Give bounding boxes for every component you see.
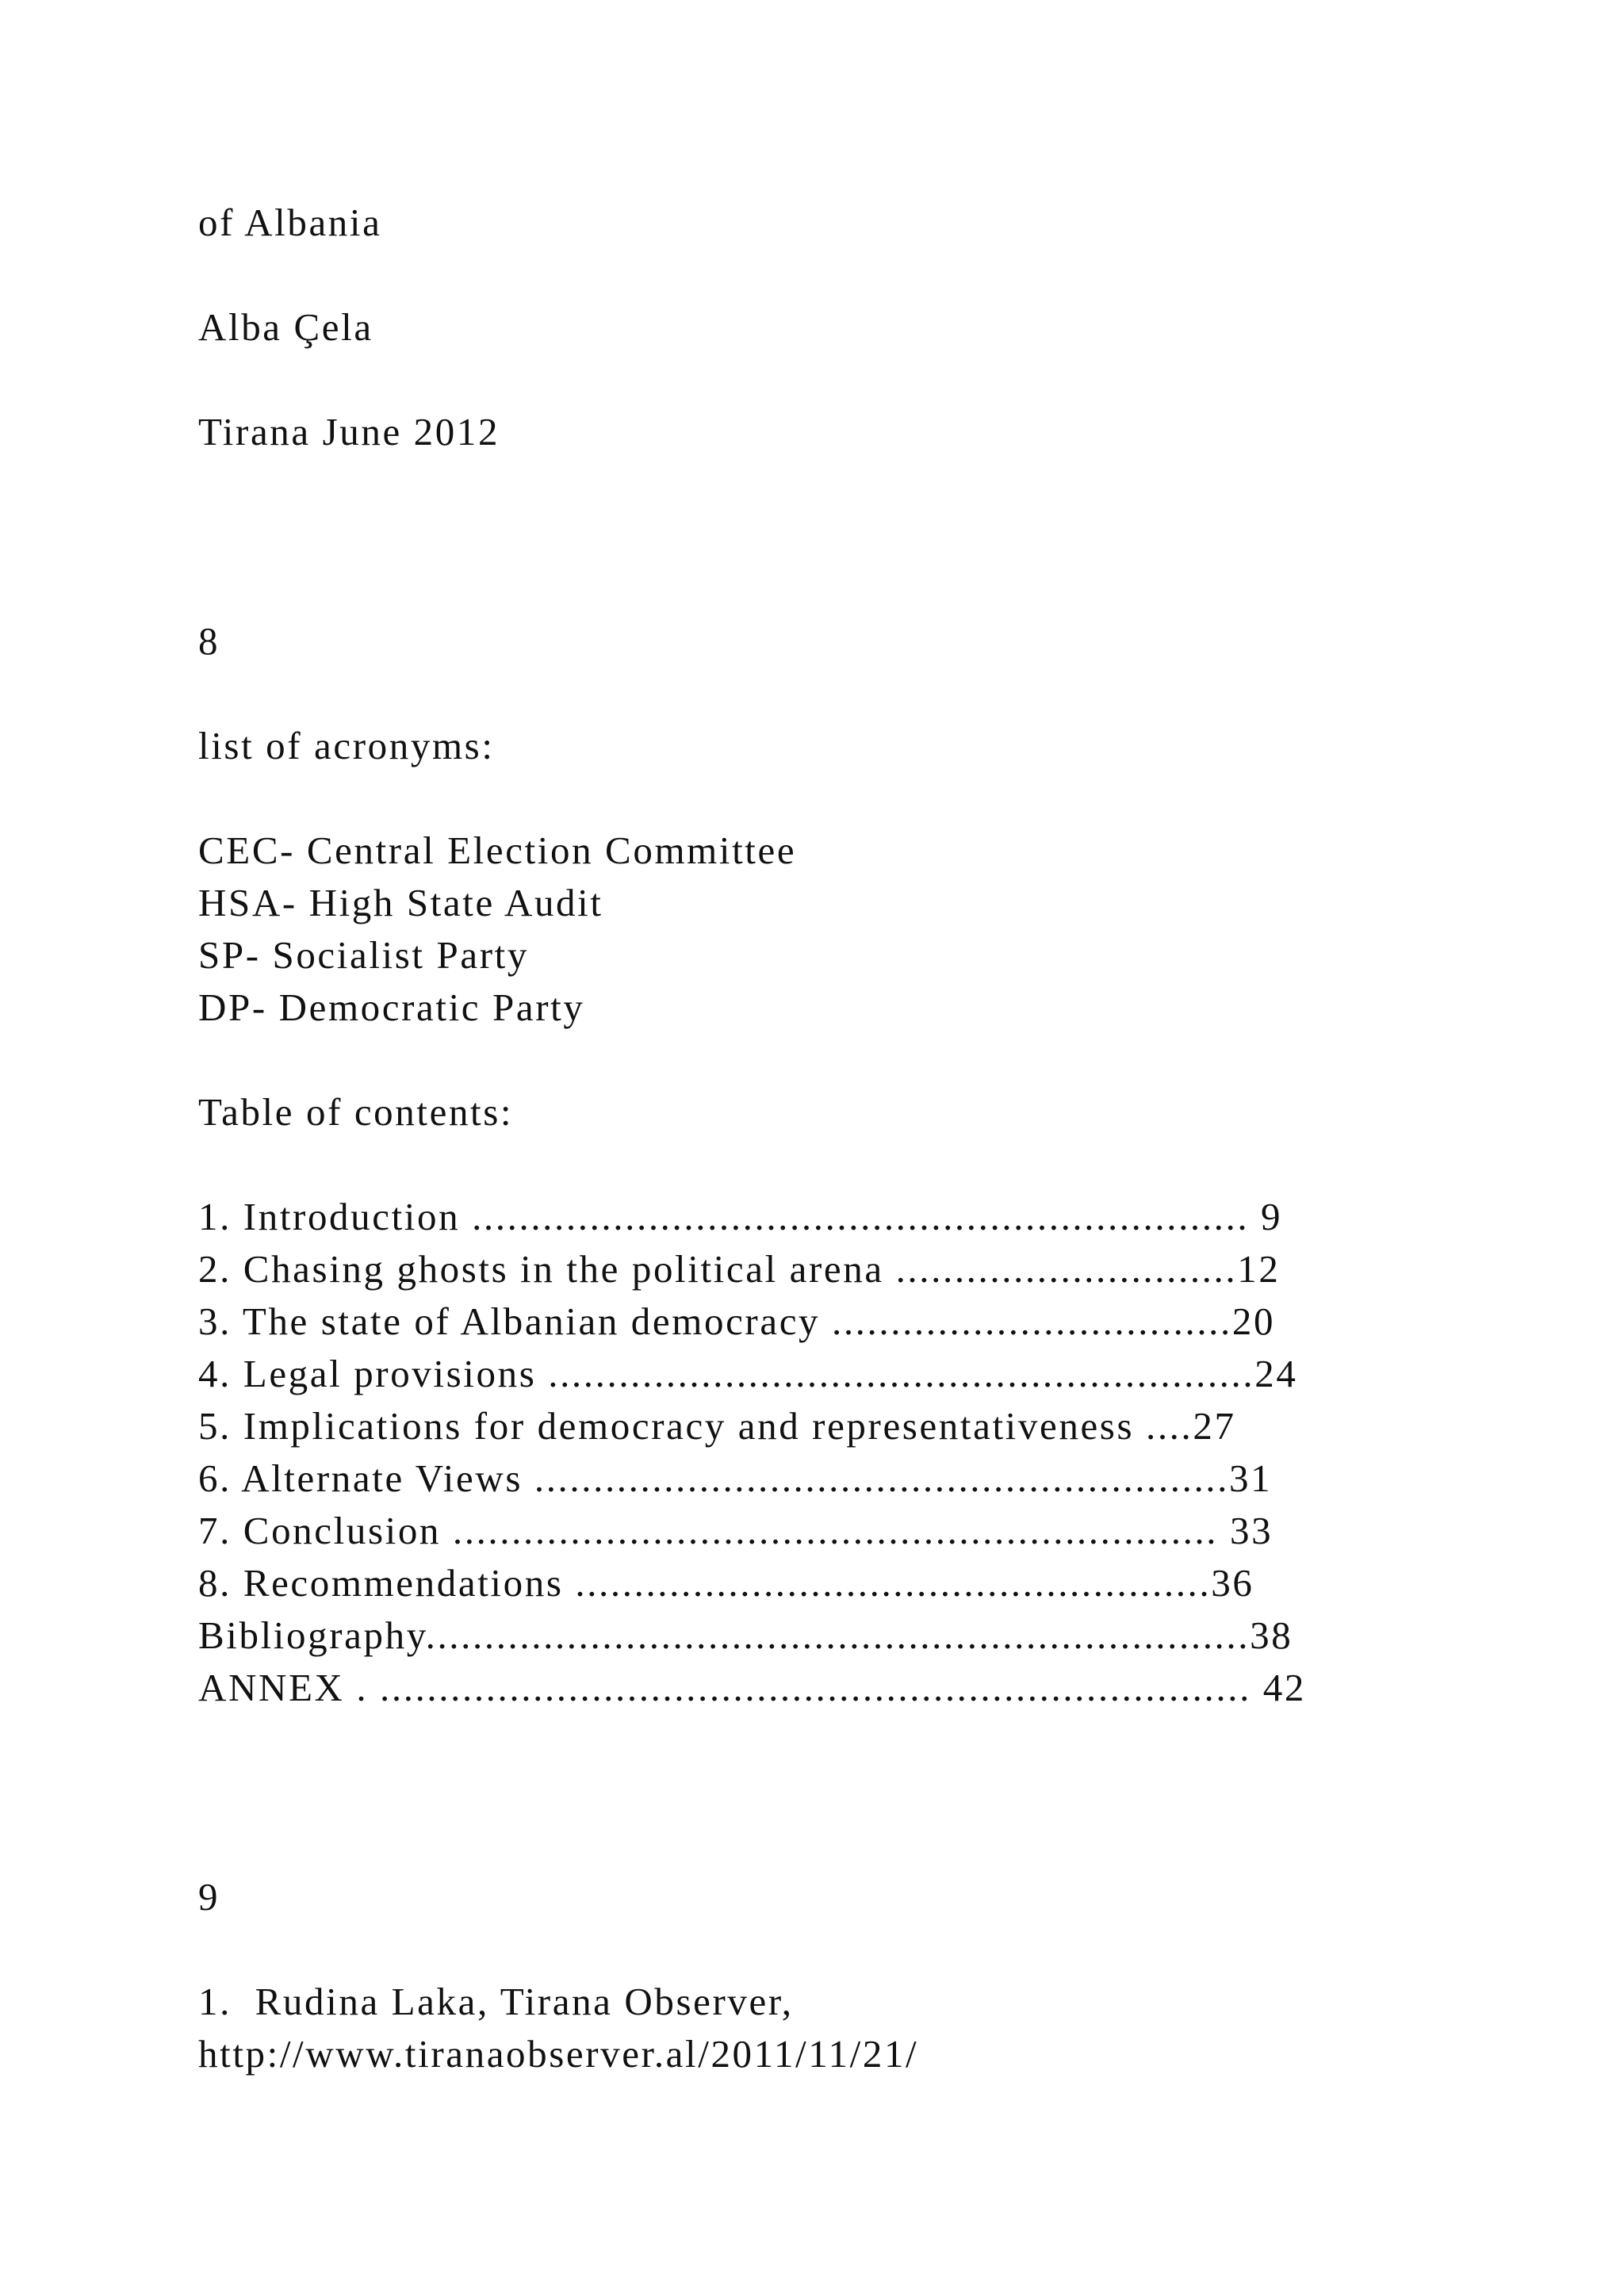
toc-heading: Table of contents: (198, 1090, 514, 1134)
toc-entry: 1. Introduction .................................................................. 9 (198, 1195, 1283, 1238)
toc-entry: ANNEX . .......................................................................... 42 (198, 1666, 1306, 1709)
page-number: 8 (198, 619, 220, 663)
acronyms-heading: list of acronyms: (198, 724, 495, 767)
acronym-item: SP- Socialist Party (198, 933, 529, 977)
acronym-item: CEC- Central Election Committee (198, 828, 797, 872)
place-date: Tirana June 2012 (198, 410, 500, 453)
toc-entry: Bibliography......................................................................38 (198, 1613, 1293, 1657)
acronym-item: DP- Democratic Party (198, 985, 585, 1029)
footnote-url: http://www.tiranaobserver.al/2011/11/21/ (198, 2032, 919, 2076)
toc-entry: 3. The state of Albanian democracy ..................................20 (198, 1299, 1276, 1343)
toc-entry: 8. Recommendations ......................................................36 (198, 1561, 1254, 1605)
toc-entry: 6. Alternate Views ...........................................................31 (198, 1456, 1273, 1500)
toc-entry: 7. Conclusion ................................................................. 33 (198, 1509, 1274, 1552)
toc-entry: 2. Chasing ghosts in the political arena .............................12 (198, 1247, 1281, 1291)
title-fragment: of Albania (198, 201, 382, 244)
author-name: Alba Çela (198, 305, 373, 349)
footnote-citation: 1. Rudina Laka, Tirana Observer, (198, 1980, 794, 2023)
toc-entry: 4. Legal provisions ............................................................24 (198, 1352, 1298, 1395)
page-number: 9 (198, 1875, 220, 1919)
acronym-item: HSA- High State Audit (198, 881, 603, 924)
toc-entry: 5. Implications for democracy and representativeness ....27 (198, 1404, 1236, 1448)
